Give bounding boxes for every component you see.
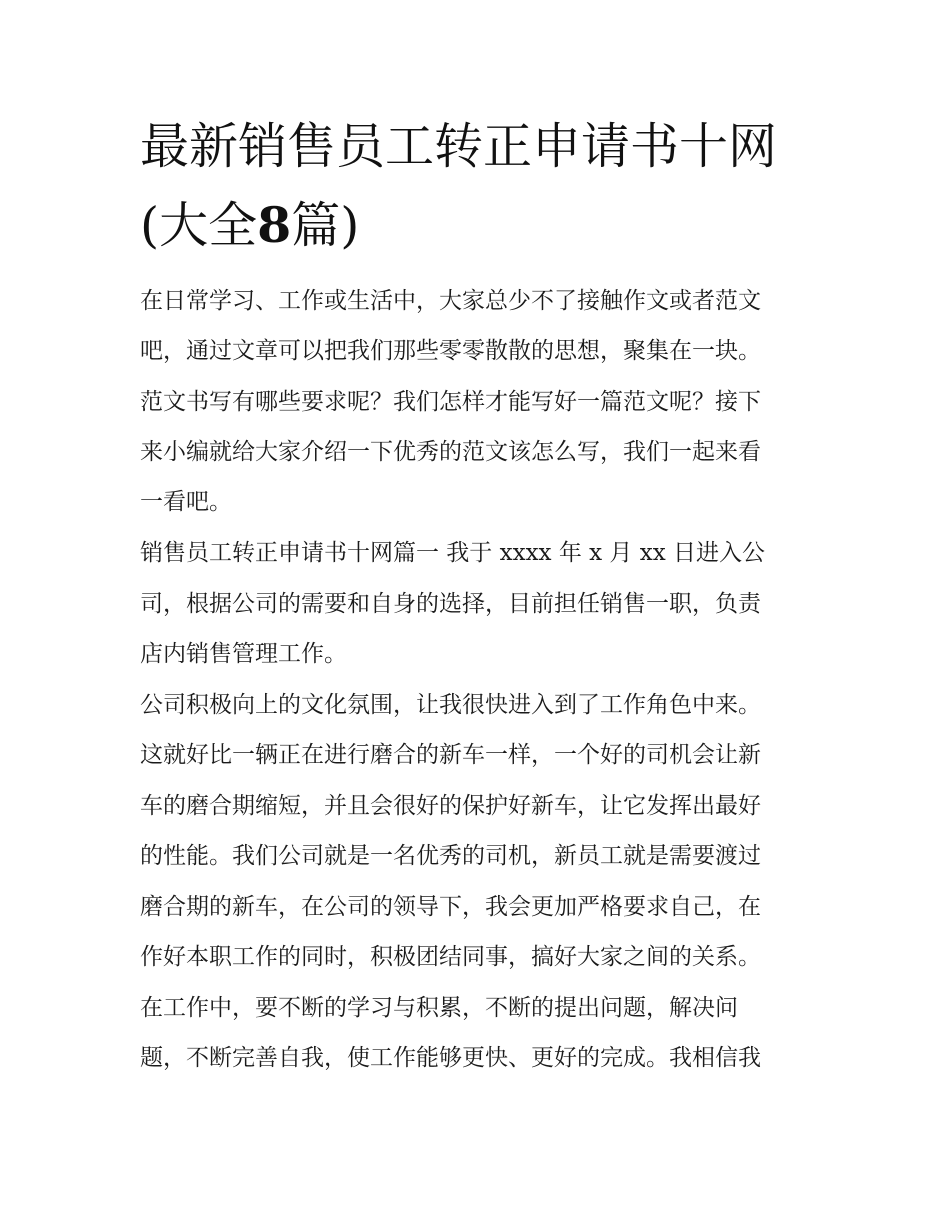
body-line: 题，不断完善自我，使工作能够更快、更好的完成。我相信我: [140, 1045, 761, 1071]
body-line: 作好本职工作的同时，积极团结同事，搞好大家之间的关系。: [140, 944, 761, 970]
body-line: 范文书写有哪些要求呢？我们怎样才能写好一篇范文呢？接下: [140, 389, 761, 415]
body-line: 一看吧。: [140, 489, 232, 515]
title-prefix: (大全: [140, 197, 258, 254]
title-number: 8: [257, 196, 292, 254]
body-line: 在工作中，要不断的学习与积累，不断的提出问题，解决问: [140, 995, 738, 1021]
body-line: 销售员工转正申请书十网篇一 我于 xxxx 年 x 月 xx 日进入公: [140, 540, 765, 566]
body-line: 的性能。我们公司就是一名优秀的司机，新员工就是需要渡过: [140, 843, 761, 869]
body-line: 吧，通过文章可以把我们那些零零散散的思想，聚集在一块。: [140, 338, 761, 364]
body-line: 司，根据公司的需要和自身的选择，目前担任销售一职，负责: [140, 591, 761, 617]
body-line: 店内销售管理工作。: [140, 641, 347, 667]
document-title-line-2: [140, 186, 830, 265]
body-line: 磨合期的新车，在公司的领导下，我会更加严格要求自己，在: [140, 894, 761, 920]
body-line: 在日常学习、工作或生活中，大家总少不了接触作文或者范文: [140, 288, 761, 314]
body-line: 车的磨合期缩短，并且会很好的保护好新车，让它发挥出最好: [140, 793, 761, 819]
body-line: 公司积极向上的文化氛围，让我很快进入到了工作角色中来。: [140, 692, 761, 718]
title-suffix: 篇): [291, 197, 360, 254]
body-line: 这就好比一辆正在进行磨合的新车一样，一个好的司机会让新: [140, 742, 761, 768]
body-line: 来小编就给大家介绍一下优秀的范文该怎么写，我们一起来看: [140, 439, 761, 465]
document-title-line-1: 最新销售员工转正申请书十网: [140, 118, 778, 175]
